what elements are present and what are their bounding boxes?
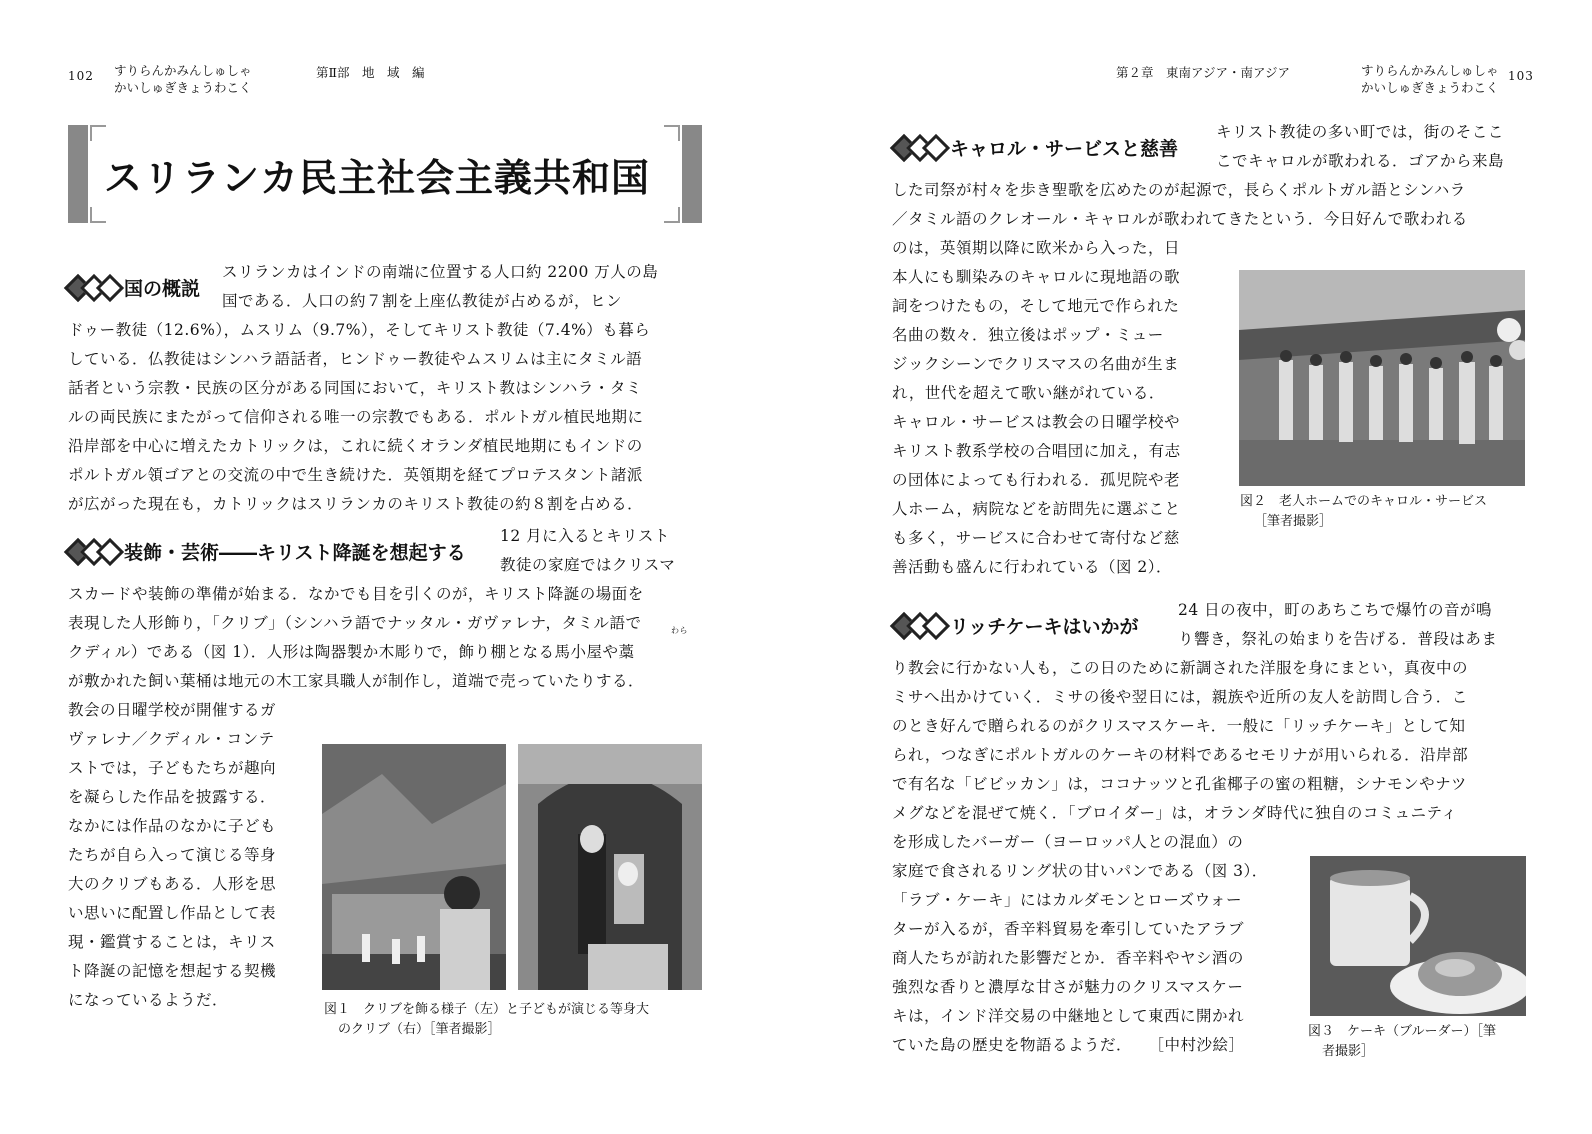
part-title: 第Ⅱ部 地 域 編: [316, 65, 425, 80]
section-heading-carol: キャロル・サービスと慈善: [894, 134, 1178, 161]
carol-narrow-body: のは，英領期以降に欧米から入った，日 本人にも馴染みのキャロルに現地語の歌 詞をつけたもの，そして地元で作られた 名曲の数々．独立後はポップ・ミュー ジックシーンでクリスマスの名曲が生ま れ，世代を超えて歌い継がれている． キャロル・サービスは教会の日曜学校や キリスト教系学校の合唱団に加え，有志 の団体によっても行われる．孤児院や老 人ホーム，病院などを訪問先に選ぶこと も多く，サービスに合わせて寄付など慈 善活動も盛んに行われている（図 2）．: [892, 239, 1181, 576]
figure1-left-photo: [322, 744, 506, 990]
figure3-caption: 図３ ケーキ（ブルーダー）［筆 者撮影］: [1308, 1024, 1496, 1059]
running-title-right: すりらんかみんしゅしゃ かいしゅぎきょうわこく: [1361, 63, 1499, 95]
decoration-body: スカードや装飾の準備が始まる．なかでも目を引くのが，キリスト降誕の場面を 表現した人形飾り，「クリブ」（シンハラ語でナッタル・ガヴァレナ，タミル語で クディル）である（図 1）．人形は陶器製か木彫りで，飾り棚となる馬小屋や藁 わら が敷かれた飼い葉桶は地元の木工家具職人が制作し，道端で売っていたりする．: [68, 585, 688, 690]
overview-first-lines: スリランカはインドの南端に位置する人口約 2200 万人の島 国である．人口の約７割を上座仏教徒が占めるが，ヒン: [222, 263, 659, 310]
page-number-right: 103: [1508, 69, 1534, 83]
figure1-caption: 図１ クリブを飾る様子（左）と子どもが演じる等身大 のクリブ（右）［筆者撮影］: [324, 1002, 650, 1037]
page-number-left: 102: [68, 69, 94, 83]
figure2-caption: 図２ 老人ホームでのキャロル・サービス ［筆者撮影］: [1240, 494, 1488, 529]
overview-body: ドゥー教徒（12.6%），ムスリム（9.7%），そしてキリスト教徒（7.4%）も暮ら している．仏教徒はシンハラ語話者，ヒンドゥー教徒やムスリムは主にタミル語 話者という宗教・民族の区分がある同国において，キリスト教はシンハラ・タミ ルの両民族にまたがって信仰される唯一の宗教でもある．ポルトガル植民地期に 沿岸部を中心に増えたカトリックは，これに続くオランダ植民地期にもインドの ポルトガル領ゴアとの交流の中で生き続けた．英領期を経てプロテスタント諸派 が広がった現在も，カトリックはスリランカのキリスト教徒の約８割を占める．: [68, 321, 651, 513]
figure3-photo: [1310, 856, 1526, 1016]
diamond-ornament-icon: [894, 138, 942, 158]
chapter-title: 第２章 東南アジア・南アジア: [1116, 65, 1291, 80]
section-heading-overview: 国の概説: [68, 274, 200, 301]
decoration-narrow-body: 教会の日曜学校が開催するガ ヴァレナ／クディル・コンテ ストでは，子どもたちが趣向 を凝らした作品を披露する． なかには作品のなかに子ども たちが自ら入って演じる等身 大のクリブもある．人形を思 い思いに配置し作品として表 現・鑑賞することは，キリス ト降誕の記憶を想起する契機 になっているようだ．: [68, 701, 277, 1009]
diamond-ornament-icon: [68, 542, 116, 562]
decoration-side-lines: 12 月に入るとキリスト 教徒の家庭ではクリスマ: [500, 527, 676, 574]
section-heading-rich-cake: リッチケーキはいかが: [894, 612, 1138, 639]
carol-side-lines: キリスト教徒の多い町では，街のそここ こでキャロルが歌われる．ゴアから来島: [1216, 123, 1505, 170]
right-page: [796, 0, 1592, 1134]
ruby-annotation: わら: [671, 626, 688, 635]
diamond-ornament-icon: [894, 616, 942, 636]
diamond-ornament-icon: [68, 278, 116, 298]
running-title-left: すりらんかみんしゅしゃ かいしゅぎきょうわこく: [114, 63, 252, 95]
carol-body: した司祭が村々を歩き聖歌を広めたのが起源で，長らくポルトガル語とシンハラ ／タミル語のクレオール・キャロルが歌われてきたという．今日好んで歌われる: [892, 181, 1468, 228]
title-banner: [68, 125, 702, 223]
figure2-photo: [1239, 270, 1525, 486]
rich-cake-side-lines: 24 日の夜中，町のあちこちで爆竹の音が鳴 り響き，祭礼の始まりを告げる．普段はあま: [1178, 601, 1498, 648]
page-title: スリランカ民主社会主義共和国: [104, 156, 651, 200]
rich-cake-body: り教会に行かない人も，この日のために新調された洋服を身にまとい，真夜中の ミサへ出かけていく．ミサの後や翌日には，親族や近所の友人を訪問し合う．こ のとき好んで贈られるのがクリスマスケーキ．一般に「リッチケーキ」として知 られ，つなぎにポルトガルのケーキの材料であるセモリナが用いられる．沿岸部 で有名な「ビビッカン」は，ココナッツと孔雀椰子の蜜の粗糖，シナモンやナツ メグなどを混ぜて焼く．「ブロイダー」は，オランダ時代に独自のコミュニティ: [892, 659, 1469, 822]
rich-cake-narrow-body: を形成したバーガー（ヨーロッパ人との混血）の 家庭で食されるリング状の甘いパンである（図 3）． 「ラブ・ケーキ」にはカルダモンとローズウォー ターが入るが，香辛料貿易を牽引していたアラブ 商人たちが訪れた影響だとか．香辛料やヤシ酒の 強烈な香りと濃厚な甘さが魅力のクリスマスケー キは，インド洋交易の中継地として東西に開かれ ていた島の歴史を物語るようだ． ［中村沙絵］: [892, 833, 1268, 1054]
section-heading-decoration: 装飾・芸術――キリスト降誕を想起する: [68, 538, 466, 565]
figure1-right-photo: [518, 744, 702, 990]
